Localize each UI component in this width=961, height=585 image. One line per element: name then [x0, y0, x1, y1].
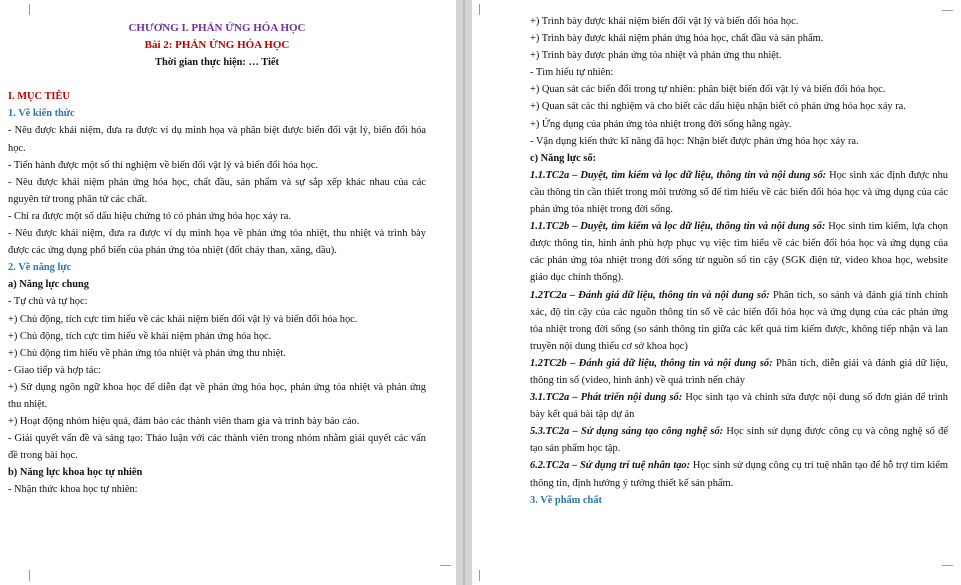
time-line: Thời gian thực hiện: … Tiết — [155, 57, 279, 69]
paragraph: +) Trình bày được phản ứng tỏa nhiệt và phản ứng thu nhiệt. — [530, 50, 782, 62]
paragraph: - Nêu được khái niệm, đưa ra được ví dụ minh họa và phân biệt được biến đổi vật lý, biến đổi hóa học. — [8, 125, 426, 154]
section-heading: I. MỤC TIÊU — [8, 91, 70, 103]
competence-code: 1.2TC2a – Đánh giá dữ liệu, thông tin và nội dung số: — [530, 289, 770, 301]
competence-text: Học sinh xác định được nhu cầu thông tin cần thiết trong môi trường số để tìm hiểu về các biến đổi hóa học và ứng dụng của các phản ứng tỏa nhiệt trong đời sống. — [530, 169, 948, 216]
competence-code: 1.1.TC2b – Duyệt, tìm kiếm và lọc dữ liệu, thông tin và nội dung số: — [530, 221, 826, 233]
corner-mark — [29, 570, 30, 581]
subsection-heading: 1. Về kiến thức — [8, 108, 75, 120]
corner-mark — [479, 4, 480, 15]
paragraph: - Chỉ ra được một số dấu hiệu chứng tỏ có phản ứng hóa học xảy ra. — [8, 210, 291, 222]
paragraph: - Vận dụng kiến thức kĩ năng đã học: Nhận biết được phản ứng hóa học xảy ra. — [530, 135, 859, 147]
competence-code: 1.1.TC2a – Duyệt, tìm kiếm và lọc dữ liệu, thông tin và nội dung số: — [530, 169, 827, 181]
digital-competence-item — [530, 423, 948, 457]
subsection-heading: 3. Về phẩm chất — [530, 494, 602, 506]
competence-code: 3.1.TC2a – Phát triển nội dung số: — [530, 392, 683, 404]
paragraph: +) Hoạt động nhóm hiệu quả, đảm bảo các thành viên tham gia và trình bày báo cáo. — [8, 416, 360, 428]
competence-code: 1.2TC2b – Đánh giá dữ liệu, thông tin và nội dung số: — [530, 357, 773, 369]
digital-competence-item — [530, 355, 948, 389]
competence-text: Học sinh sử dụng được công cụ và công nghệ số để tạo sản phẩm học tập. — [530, 426, 948, 455]
paragraph: +) Quan sát các biến đổi trong tự nhiên: phân biệt biến đổi vật lý và biến đổi hóa học. — [530, 84, 886, 96]
paragraph: - Giao tiếp và hợp tác: — [8, 364, 101, 376]
competence-code: 6.2.TC2a – Sử dụng trí tuệ nhân tạo: — [530, 460, 691, 472]
lesson-title: Bài 2: PHẢN ỨNG HÓA HỌC — [144, 39, 290, 52]
document-page-right — [472, 0, 961, 585]
paragraph: +) Chủ động tìm hiểu về phản ứng tỏa nhiệt và phản ứng thu nhiệt. — [8, 347, 286, 359]
competence-text: Phân tích, diễn giải và đánh giá dữ liệu, thông tin số (video, hình ảnh) về quá trình nến chảy — [530, 357, 948, 386]
paragraph: - Tự chủ và tự học: — [8, 296, 88, 308]
page-divider — [463, 0, 465, 585]
item-heading: a) Năng lực chung — [8, 279, 89, 291]
digital-competence-item — [530, 167, 948, 218]
paragraph: +) Chủ động, tích cực tìm hiểu về các khái niệm biến đổi vật lý và biến đổi hóa học. — [8, 313, 358, 325]
paragraph: +) Trình bày được khái niệm phản ứng hóa học, chất đầu và sản phẩm. — [530, 33, 824, 45]
competence-code: 5.3.TC2a – Sử dụng sáng tạo công nghệ số: — [530, 426, 724, 438]
corner-mark — [479, 570, 480, 581]
competence-text: Học sinh tìm kiếm, lựa chọn được thông tin, hình ảnh phù hợp phục vụ việc tìm hiểu về các biến đổi hóa học và ứng dụng của các phản ứng tỏa nhiệt trong đời sống từ nguồn số tin cậy (SGK điện tử, video khoa học, website giáo dục chính thống). — [530, 221, 949, 284]
paragraph: - Nêu được khái niệm phản ứng hóa học, chất đầu, sản phẩm và sự sắp xếp khác nhau của các nguyên tử trong phân tử các chất. — [8, 176, 426, 205]
item-heading: c) Năng lực số: — [530, 152, 596, 164]
document-page-left — [0, 0, 456, 585]
digital-competence-item — [530, 457, 948, 491]
page-content-right — [530, 13, 948, 509]
paragraph: - Tiến hành được một số thí nghiệm về biến đổi vật lý và biến đổi hóa học. — [8, 159, 319, 171]
competence-text: Phân tích, so sánh và đánh giá tính chính xác, độ tin cậy của các nguồn thông tin số về các biến đổi hóa học và ứng dụng của các phản ứng tỏa nhiệt trong đời sống (so sánh thông tin giữa các kết quả tìm kiếm được, không tiếp nhận và lan truyền nội dung thiếu cơ sở khoa học) — [530, 289, 948, 352]
digital-competence-item — [530, 287, 948, 355]
paragraph: - Nêu được khái niệm, đưa ra được ví dụ minh họa về phản ứng tỏa nhiệt, thu nhiệt và trình bày được các ứng dụng phổ biến của phản ứng tỏa nhiệt (đốt cháy than, xăng, dầu). — [8, 228, 426, 257]
subsection-heading: 2. Về năng lực — [8, 262, 72, 274]
corner-mark — [942, 10, 953, 11]
paragraph: +) Trình bày được khái niệm biến đổi vật lý và biến đổi hóa học. — [530, 16, 799, 27]
paragraph: - Tìm hiểu tự nhiên: — [530, 67, 614, 79]
paragraph: - Giải quyết vấn đề và sáng tạo: Thảo luận với các thành viên trong nhóm nhằm giải quyết các vấn đề trong bài học. — [8, 433, 426, 462]
paragraph: +) Chủ động, tích cực tìm hiểu về khái niệm phản ứng hóa học. — [8, 330, 272, 342]
item-heading: b) Năng lực khoa học tự nhiên — [8, 467, 143, 479]
corner-mark — [440, 565, 451, 566]
paragraph: +) Quan sát các thí nghiệm và cho biết các dấu hiệu nhận biết có phản ứng hóa học xảy ra. — [530, 101, 906, 113]
digital-competence-item — [530, 218, 948, 286]
corner-mark — [29, 4, 30, 15]
competence-text: Học sinh tạo và chỉnh sửa được nội dung số đơn giản để trình bày kết quả bài tập dự án — [530, 392, 949, 421]
paragraph: +) Ứng dụng của phản ứng tỏa nhiệt trong đời sống hằng ngày. — [530, 118, 792, 130]
page-content-left — [8, 20, 426, 499]
blank-line — [8, 71, 426, 88]
paragraph: - Nhận thức khoa học tự nhiên: — [8, 484, 138, 496]
competence-text: Học sinh sử dụng công cụ trí tuệ nhân tạo để hỗ trợ tìm kiếm thông tin, định hướng ý tưởng thiết kế sản phẩm. — [530, 460, 948, 489]
digital-competence-item — [530, 389, 948, 423]
paragraph: +) Sử dụng ngôn ngữ khoa học để diễn đạt về phản ứng hóa học, phản ứng tỏa nhiệt và phản ứng thu nhiệt. — [8, 381, 426, 410]
chapter-title: CHƯƠNG I. PHẢN ỨNG HÓA HỌC — [128, 22, 306, 34]
corner-mark — [942, 565, 953, 566]
